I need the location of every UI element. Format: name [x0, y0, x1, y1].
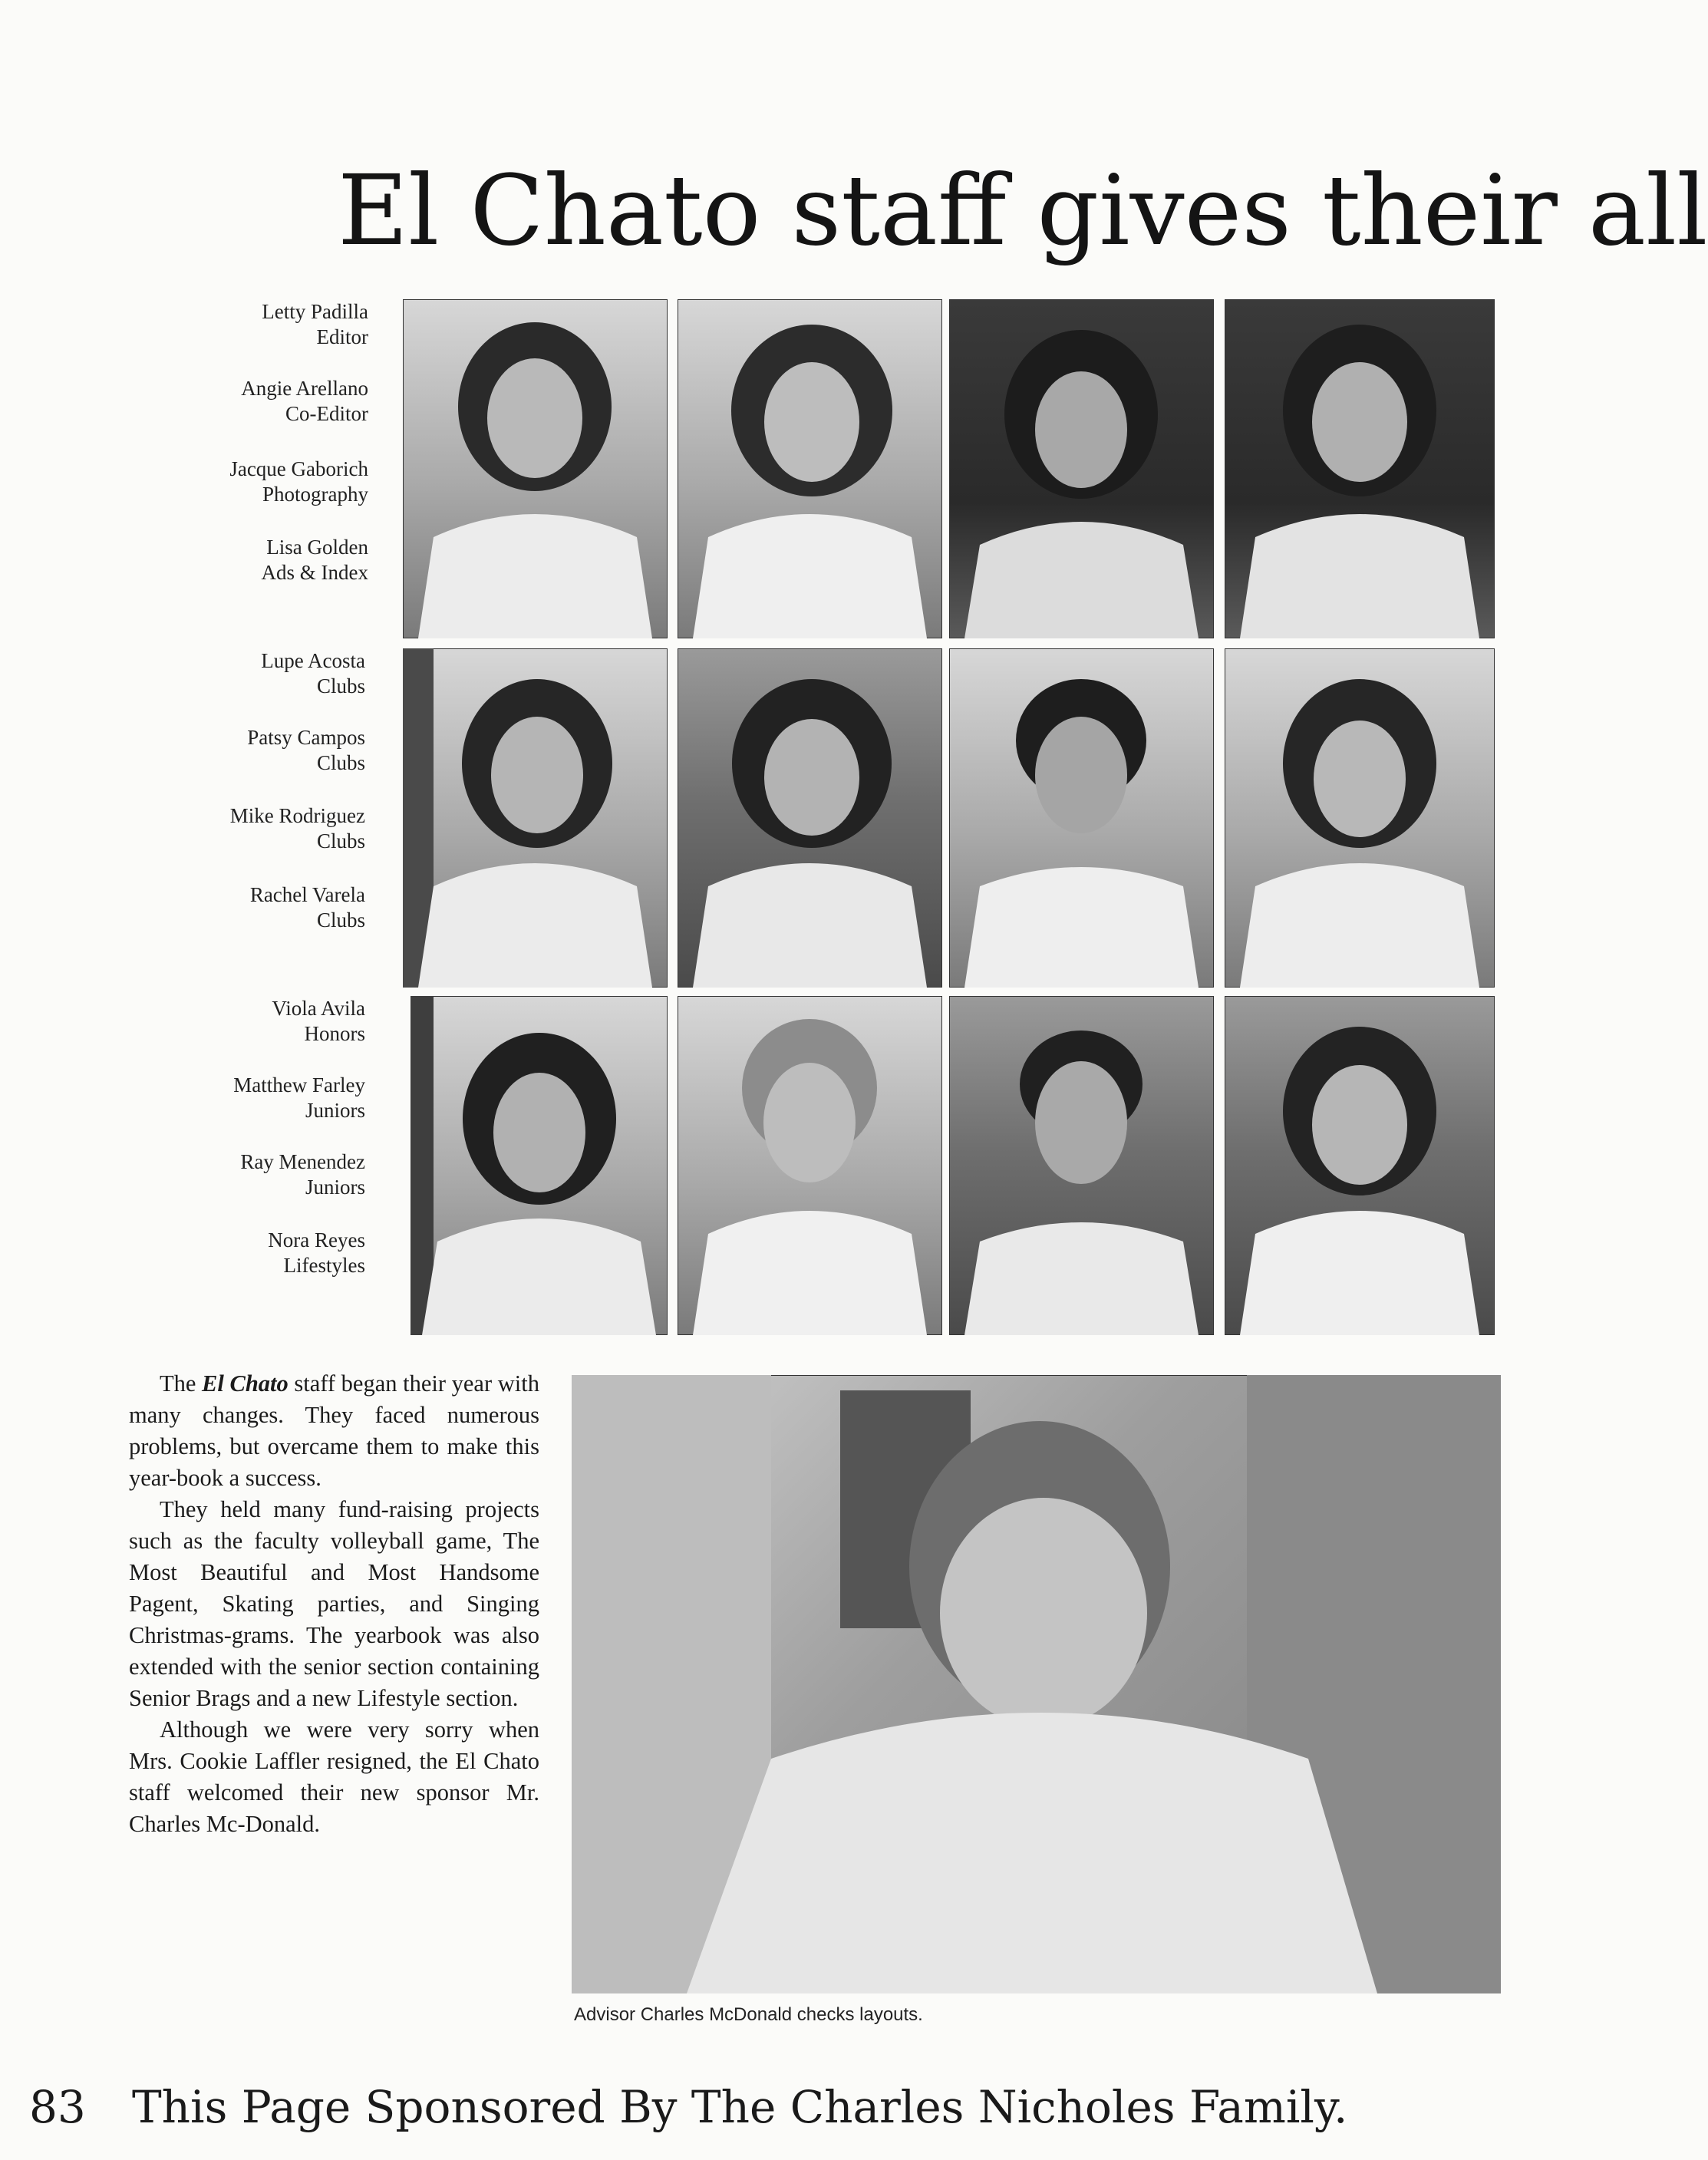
- portrait-photo: [949, 648, 1214, 988]
- staff-role: Editor: [316, 325, 368, 348]
- staff-name: Letty Padilla: [262, 300, 368, 323]
- portrait-photo: [949, 299, 1214, 638]
- portrait-photo: [403, 299, 668, 638]
- caption-rachel-varela: [43, 882, 365, 933]
- portrait-photo: [403, 648, 668, 988]
- staff-role: Clubs: [316, 674, 365, 697]
- sponsor-line: This Page Sponsored By The Charles Nicholes Family.: [132, 2081, 1348, 2133]
- staff-name: Matthew Farley: [233, 1073, 365, 1096]
- staff-name: Mike Rodriguez: [229, 804, 365, 827]
- publication-name: El Chato: [202, 1370, 289, 1397]
- caption-jacque-gaborich: [46, 457, 368, 507]
- caption-ray-menendez: [43, 1149, 365, 1200]
- page-number: 83: [29, 2081, 86, 2133]
- staff-role: Co-Editor: [285, 402, 368, 425]
- staff-role: Clubs: [316, 909, 365, 932]
- portrait-photo: [949, 996, 1214, 1335]
- advisor-photo: [572, 1375, 1501, 1993]
- portrait-photo: [678, 299, 942, 638]
- caption-nora-reyes: [43, 1228, 365, 1278]
- caption-matthew-farley: [43, 1073, 365, 1123]
- portrait-photo: [678, 648, 942, 988]
- staff-role: Ads & Index: [261, 561, 368, 584]
- caption-lisa-golden: [46, 535, 368, 585]
- staff-name: Patsy Campos: [247, 726, 365, 749]
- portrait-photo: [1225, 299, 1495, 638]
- article-paragraph: They held many fund-raising projects such as the faculty volleyball game, The Most Beautiful and Most Handsome Pagent, Skating parties, and Singing Christmas-grams. The yearbook was also extended with the senior section containing Senior Brags and a new Lifestyle section.: [129, 1496, 539, 1711]
- article-paragraph: Although we were very sorry when Mrs. Cookie Laffler resigned, the El Chato staff welcomed their new sponsor Mr. Charles Mc-Donald.: [129, 1716, 539, 1837]
- caption-lupe-acosta: [43, 648, 365, 699]
- portrait-photo: [1225, 648, 1495, 988]
- portrait-photo: [678, 996, 942, 1335]
- staff-name: Viola Avila: [272, 997, 365, 1020]
- staff-role: Clubs: [316, 829, 365, 852]
- caption-angie-arellano: [46, 376, 368, 427]
- staff-name: Nora Reyes: [268, 1228, 365, 1251]
- staff-role: Lifestyles: [283, 1254, 365, 1277]
- article-text: [129, 1368, 539, 1840]
- staff-name: Ray Menendez: [240, 1150, 365, 1173]
- portrait-photo: [411, 996, 668, 1335]
- caption-viola-avila: [43, 996, 365, 1047]
- caption-mike-rodriguez: [43, 803, 365, 854]
- staff-name: Angie Arellano: [241, 377, 368, 400]
- staff-role: Honors: [304, 1022, 365, 1045]
- photo-caption: Advisor Charles McDonald checks layouts.: [574, 2004, 923, 2025]
- article-paragraph: [129, 1368, 539, 1494]
- staff-name: Rachel Varela: [249, 883, 365, 906]
- staff-role: Juniors: [305, 1099, 365, 1122]
- staff-role: Clubs: [316, 751, 365, 774]
- article-text-run: staff began their year with many changes. They faced numerous problems, but overcame them to make this year-book a success.: [129, 1370, 539, 1491]
- caption-patsy-campos: [43, 725, 365, 776]
- staff-name: Lisa Golden: [266, 536, 368, 559]
- portrait-photo: [1225, 996, 1495, 1335]
- caption-letty-padilla: [46, 299, 368, 350]
- staff-role: Juniors: [305, 1176, 365, 1199]
- article-text-run: The: [160, 1370, 203, 1397]
- staff-name: Lupe Acosta: [261, 649, 365, 672]
- staff-role: Photography: [262, 483, 368, 506]
- staff-name: Jacque Gaborich: [229, 457, 368, 480]
- page-title: El Chato staff gives their all: [338, 154, 1708, 267]
